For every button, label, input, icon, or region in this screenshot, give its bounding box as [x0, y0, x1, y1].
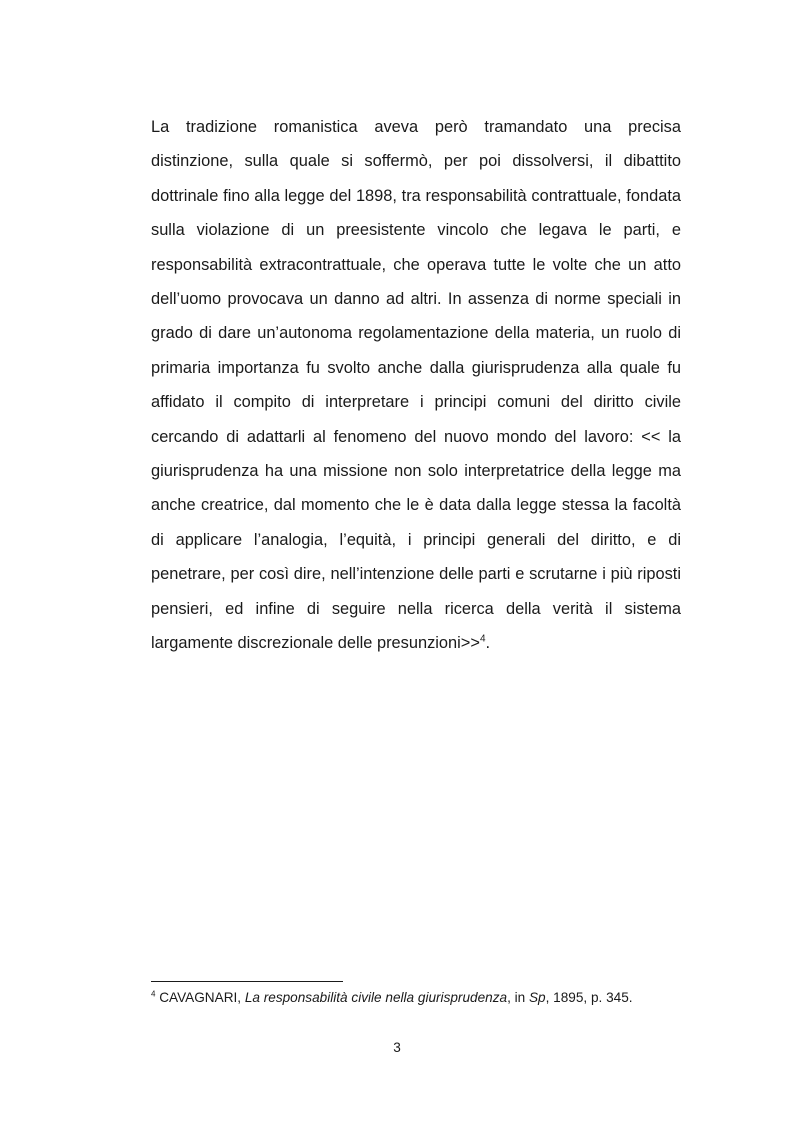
body-paragraph	[151, 110, 681, 661]
footnote-number: 4	[151, 989, 156, 999]
footnote	[151, 989, 711, 1007]
footnote-journal: Sp	[528, 990, 546, 1005]
footnote-title: La responsabilità civile nella giurisprudenza	[244, 990, 508, 1005]
page-number: 3	[393, 1040, 401, 1055]
footnote-middle: , in	[507, 990, 526, 1005]
footnote-author: CAVAGNARI,	[159, 990, 242, 1005]
footnote-reference[interactable]: 4	[479, 633, 486, 645]
paragraph-text: La tradizione romanistica aveva però tramandato una precisa distinzione, sulla quale si soffermò, per poi dissolversi, il dibattito dottrinale fino alla legge del 1898, tra responsabilità contrattuale, fondata sulla violazione di un preesistente vincolo che legava le parti, e responsabilità extracontrattuale, che operava tutte le volte che un atto dell’uomo provocava un danno ad altri. In assenza di norme speciali in grado di dare un’autonoma regolamentazione della materia, un ruolo di primaria importanza fu svolto anche dalla giurisprudenza alla quale fu affidato il compito di interpretare i principi comuni del diritto civile cercando di adattarli al fenomeno del nuovo mondo del lavoro: << la giurisprudenza ha una missione non solo interpretatrice della legge ma anche creatrice, dal momento che le è data dalla legge stessa la facoltà di applicare l’analogia, l’equità, i principi generali del diritto, e di penetrare, per così dire, nell’intenzione delle parti e scrutarne i più riposti pensieri, ed infine di seguire nella ricerca della verità il sistema largamente discrezionale delle presunzioni>>	[151, 118, 681, 653]
footnote-separator	[151, 981, 343, 982]
paragraph-end: .	[485, 634, 491, 653]
footnote-rest: , 1895, p. 345.	[545, 990, 633, 1005]
